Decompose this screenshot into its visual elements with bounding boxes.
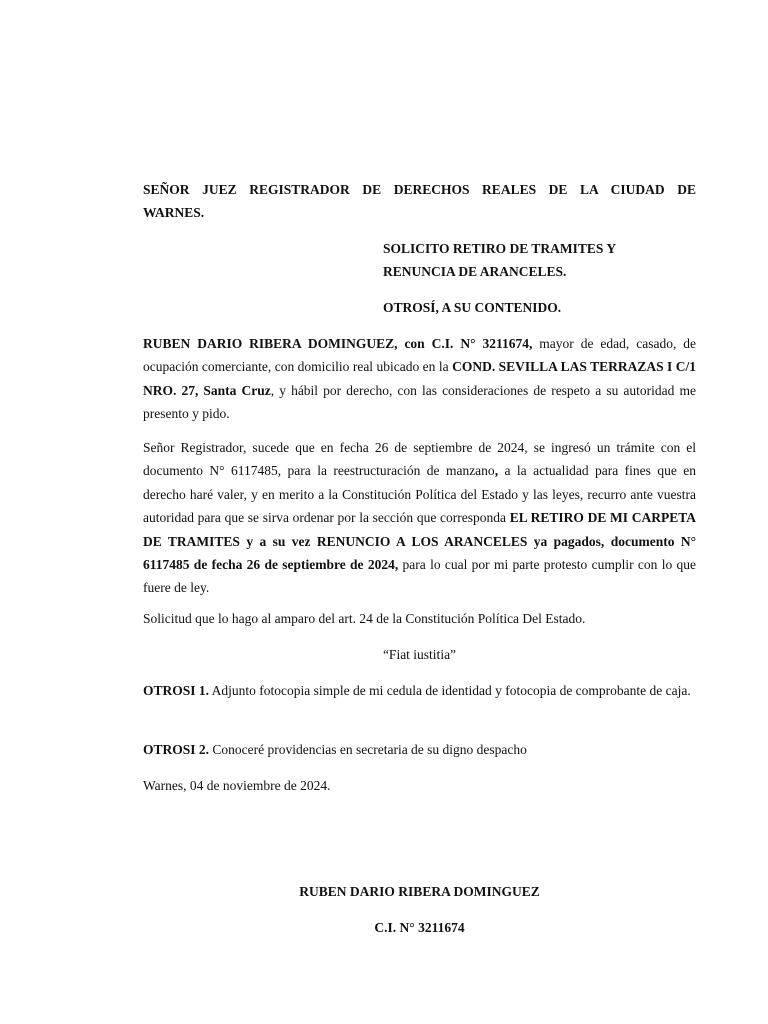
body-paragraph — [143, 436, 696, 600]
body-comma: , — [494, 463, 499, 479]
addressee-line-2: WARNES. — [143, 205, 205, 221]
intro-paragraph — [143, 332, 696, 426]
signature-ci: C.I. N° 3211674 — [374, 920, 465, 935]
body-request-bold: EL RETIRO DE MI CARPETA DE TRAMITES y a su vez RENUNCIO A LOS ARANCELES ya pagados, documento N° 6117485 de fecha 26 de septiembre de 2024, — [143, 510, 696, 573]
otrosi-2-text: Conoceré providencias en secretaria de su digno despacho — [209, 742, 527, 757]
intro-text-2: , y hábil por derecho, con las consideraciones de respeto a su autoridad me presento y pido. — [143, 382, 696, 422]
fiat-iustitia: “Fiat iustitia” — [382, 647, 457, 662]
subject-line-2: RENUNCIA DE ARANCELES. — [383, 264, 567, 280]
petitioner-address: COND. SEVILLA LAS TERRAZAS I C/1 NRO. 27, Santa Cruz — [143, 359, 696, 398]
place-date: Warnes, 04 de noviembre de 2024. — [143, 778, 331, 793]
signature-name: RUBEN DARIO RIBERA DOMINGUEZ — [299, 884, 540, 899]
body-text-1: Señor Registrador, sucede que en fecha 26 de septiembre de 2024, se ingresó un trámite con el documento N° 6117485, para la reestructuración de manzano — [143, 440, 696, 479]
petitioner-name-ci: RUBEN DARIO RIBERA DOMINGUEZ, con C.I. N° 3211674, — [143, 336, 533, 351]
otrosi-1-text: Adjunto fotocopia simple de mi cedula de identidad y fotocopia de comprobante de caja. — [209, 683, 691, 698]
intro-text-1: mayor de edad, casado, de ocupación comerciante, con domicilio real ubicado en la — [143, 336, 697, 375]
subject-otrosi: OTROSÍ, A SU CONTENIDO. — [383, 300, 562, 315]
body-text-3: para lo cual por mi parte protesto cumplir con lo que fuere de ley. — [143, 557, 696, 596]
otrosi-2-label: OTROSI 2. — [143, 742, 210, 757]
otrosi-2-paragraph — [143, 738, 696, 761]
subject-line-1: SOLICITO RETIRO DE TRAMITES Y — [383, 241, 617, 256]
addressee-heading — [143, 178, 696, 225]
legal-basis: Solicitud que lo hago al amparo del art. 24 de la Constitución Política Del Estado. — [143, 611, 586, 626]
subject-block — [383, 237, 696, 284]
otrosi-1-paragraph — [143, 679, 696, 702]
body-text-2: a la actualidad para fines que en derecho haré valer, y en merito a la Constitución Política del Estado y las leyes, recurro ante vuestra autoridad para que se sirva ordenar por la sección que corresponda — [143, 463, 696, 526]
addressee-line-1: SEÑOR JUEZ REGISTRADOR DE DERECHOS REALES DE LA CIUDAD DE — [143, 182, 696, 197]
otrosi-1-label: OTROSI 1. — [143, 683, 210, 698]
